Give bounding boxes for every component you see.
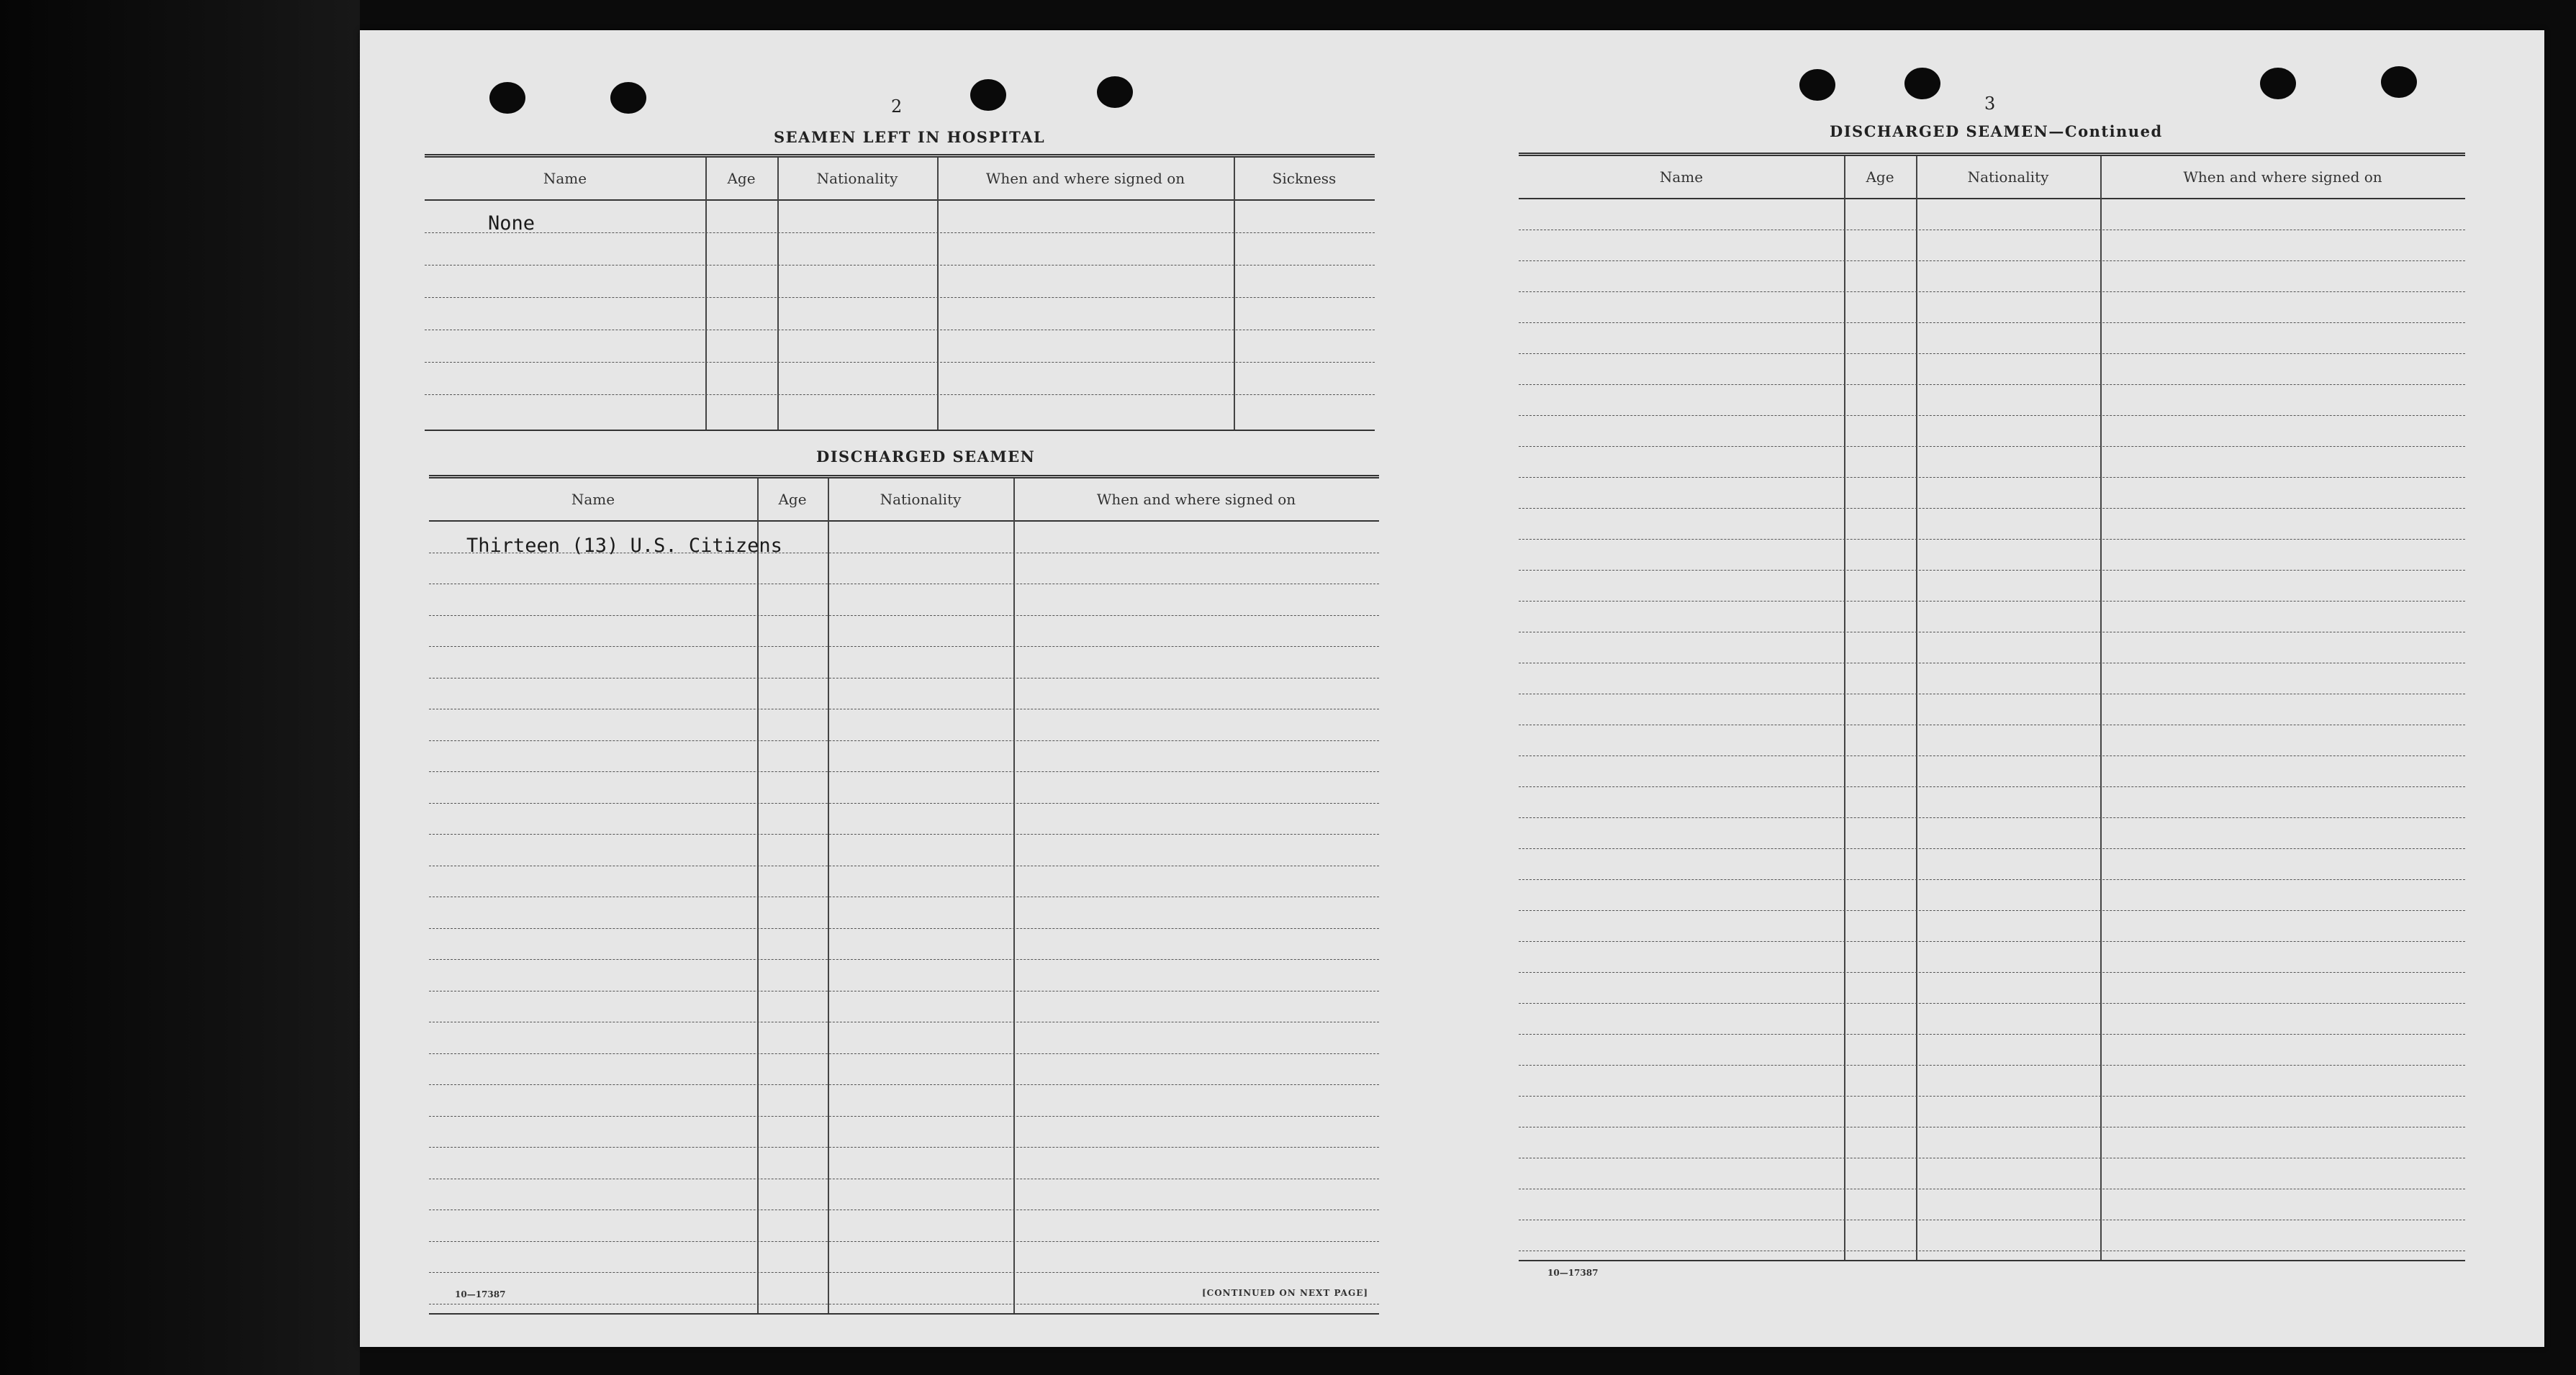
- discharged-table-header: [429, 478, 1379, 522]
- hospital-table-rows: [425, 201, 1375, 395]
- table-row: [1519, 261, 2465, 292]
- table-row: [1519, 818, 2465, 849]
- table-row: [429, 741, 1379, 773]
- form-number: 10—17387: [455, 1289, 506, 1299]
- table-row: [1519, 292, 2465, 323]
- column-header-name: Name: [543, 170, 587, 187]
- discharged-continued-table-rows: [1519, 199, 2465, 1251]
- discharged-entry-name: Thirteen (13) U.S. Citizens: [466, 535, 782, 557]
- punch-hole: [610, 82, 646, 114]
- table-row: [429, 1179, 1379, 1211]
- table-row: [429, 991, 1379, 1023]
- table-row: [429, 1242, 1379, 1274]
- punch-hole: [970, 79, 1006, 111]
- table-row: [1519, 725, 2465, 756]
- table-row: [429, 584, 1379, 616]
- table-row: [1519, 323, 2465, 354]
- table-row: [1519, 509, 2465, 540]
- discharged-continued-table-header: [1519, 156, 2465, 199]
- column-header-signed-on: When and where signed on: [985, 170, 1185, 187]
- right-page: [1454, 30, 2544, 1347]
- table-row: [425, 201, 1375, 233]
- column-header-nationality: Nationality: [880, 491, 962, 508]
- table-row: [425, 266, 1375, 298]
- page-number: 3: [1984, 94, 1996, 114]
- table-row: [429, 1148, 1379, 1179]
- table-row: [425, 363, 1375, 395]
- column-header-nationality: Nationality: [1967, 168, 2049, 186]
- table-row: [429, 553, 1379, 585]
- table-row: [429, 866, 1379, 898]
- table-row: [1519, 230, 2465, 261]
- table-row: [1519, 1158, 2465, 1189]
- punch-hole: [1097, 76, 1133, 108]
- table-row: [1519, 1035, 2465, 1066]
- scan-background: [0, 0, 360, 1375]
- table-row: [1519, 911, 2465, 942]
- column-header-age: Age: [778, 491, 807, 508]
- table-row: [429, 897, 1379, 929]
- table-row: [429, 709, 1379, 741]
- table-row: [1519, 1127, 2465, 1158]
- punch-hole: [2260, 68, 2296, 99]
- table-row: [1519, 385, 2465, 416]
- form-number: 10—17387: [1547, 1268, 1599, 1278]
- column-header-sickness: Sickness: [1272, 170, 1337, 187]
- document-sheet: [360, 30, 2544, 1347]
- hospital-section-title: SEAMEN LEFT IN HOSPITAL: [774, 128, 1046, 146]
- table-row: [429, 1085, 1379, 1117]
- table-row: [1519, 663, 2465, 694]
- hospital-entry-name: None: [488, 212, 535, 235]
- table-row: [1519, 199, 2465, 230]
- column-header-name: Name: [571, 491, 615, 508]
- column-header-name: Name: [1659, 168, 1704, 186]
- table-row: [1519, 571, 2465, 602]
- discharged-section-title: DISCHARGED SEAMEN: [816, 448, 1036, 466]
- table-row: [1519, 632, 2465, 663]
- table-row: [1519, 1004, 2465, 1035]
- left-page: [360, 30, 1440, 1347]
- table-row: [1519, 354, 2465, 385]
- discharged-continued-table: [1519, 153, 2465, 1261]
- table-row: [1519, 447, 2465, 478]
- table-row: [429, 929, 1379, 961]
- table-row: [1519, 602, 2465, 632]
- punch-hole: [2381, 66, 2417, 98]
- page-number: 2: [891, 96, 903, 117]
- hospital-table: [425, 154, 1375, 431]
- table-row: [429, 616, 1379, 648]
- table-row: [1519, 694, 2465, 725]
- table-row: [429, 835, 1379, 866]
- table-row: [429, 1210, 1379, 1242]
- discharged-table-rows: [429, 522, 1379, 1304]
- table-row: [1519, 880, 2465, 911]
- column-header-signed-on: When and where signed on: [1096, 491, 1296, 508]
- table-row: [429, 647, 1379, 679]
- table-row: [1519, 1097, 2465, 1127]
- punch-hole: [1799, 69, 1835, 101]
- table-row: [1519, 1066, 2465, 1097]
- table-row: [1519, 478, 2465, 509]
- punch-hole: [1904, 68, 1940, 99]
- table-row: [1519, 756, 2465, 787]
- table-row: [429, 804, 1379, 835]
- column-header-age: Age: [727, 170, 756, 187]
- table-row: [1519, 787, 2465, 818]
- table-row: [1519, 942, 2465, 973]
- table-row: [429, 1022, 1379, 1054]
- table-row: [425, 298, 1375, 330]
- discharged-table: [429, 475, 1379, 1315]
- column-header-signed-on: When and where signed on: [2183, 168, 2382, 186]
- hospital-table-header: [425, 158, 1375, 201]
- column-header-age: Age: [1866, 168, 1894, 186]
- table-row: [1519, 1189, 2465, 1220]
- table-row: [1519, 540, 2465, 571]
- continued-note: [CONTINUED ON NEXT PAGE]: [1202, 1288, 1369, 1298]
- table-row: [425, 233, 1375, 266]
- table-row: [429, 772, 1379, 804]
- discharged-continued-section-title: DISCHARGED SEAMEN—Continued: [1830, 122, 2163, 140]
- table-row: [429, 679, 1379, 710]
- column-header-nationality: Nationality: [816, 170, 898, 187]
- table-row: [429, 1054, 1379, 1086]
- table-row: [425, 330, 1375, 363]
- table-row: [429, 1117, 1379, 1148]
- table-row: [1519, 973, 2465, 1004]
- punch-hole: [489, 82, 525, 114]
- table-row: [1519, 416, 2465, 447]
- table-row: [1519, 1220, 2465, 1251]
- table-row: [1519, 849, 2465, 880]
- table-row: [429, 960, 1379, 991]
